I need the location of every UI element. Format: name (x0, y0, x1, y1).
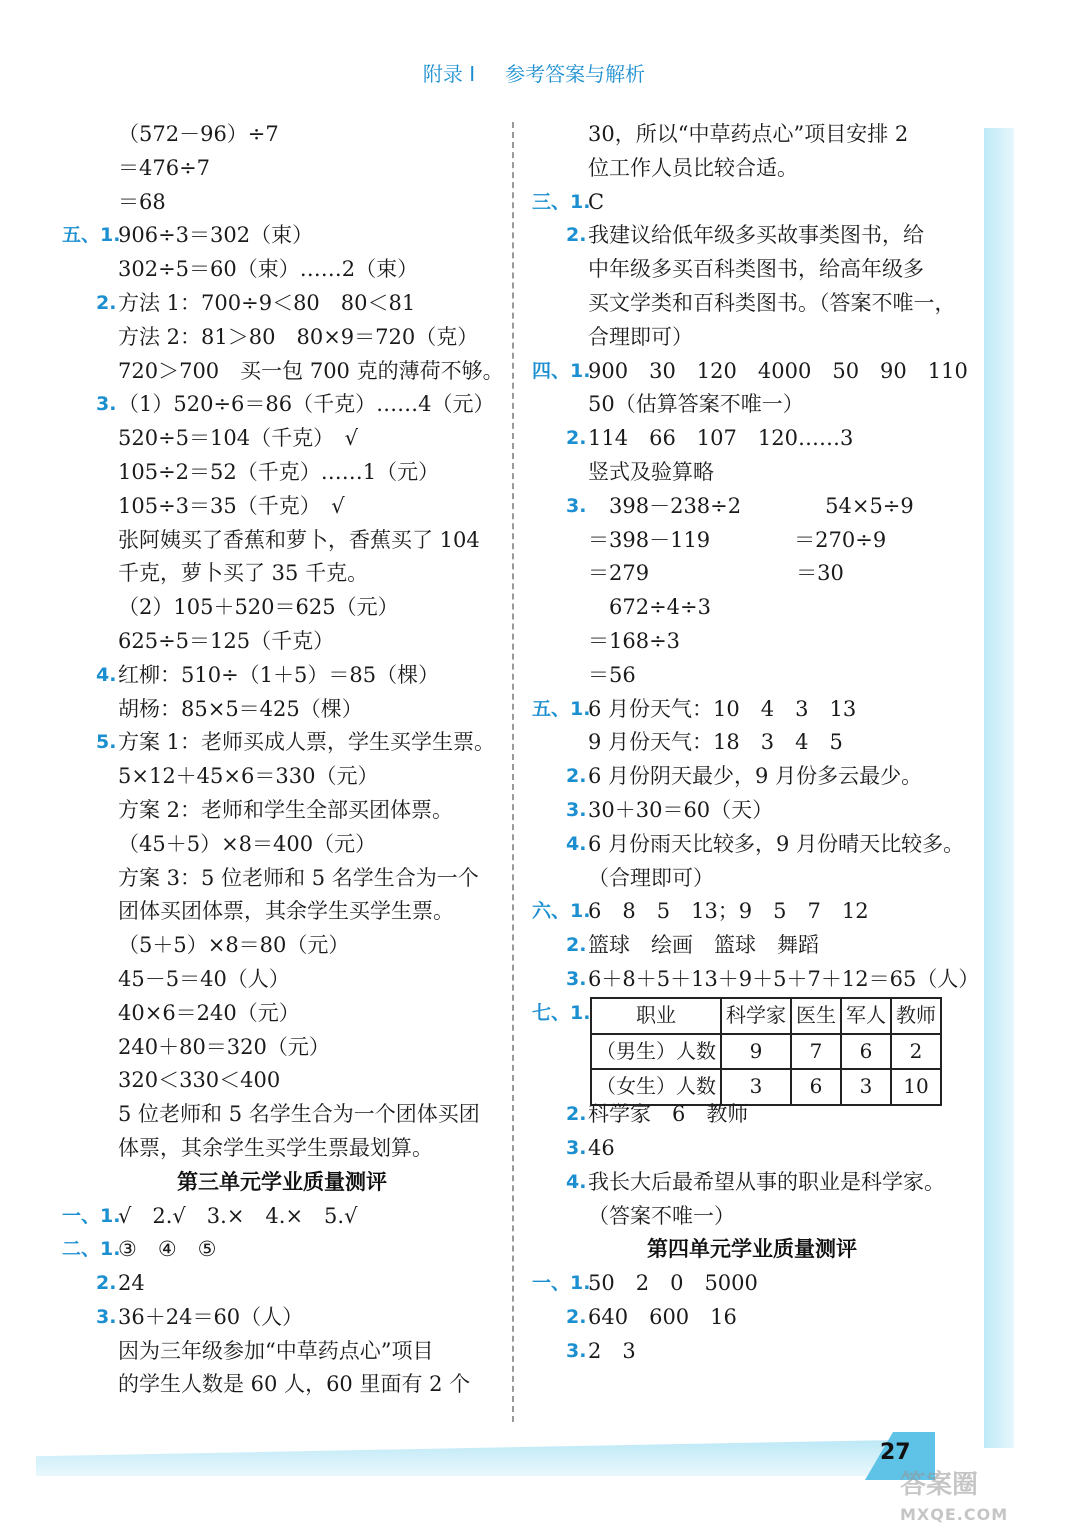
answer-line (532, 355, 972, 389)
table-cell: 7 (791, 1034, 841, 1070)
answer-text: 30，所以“中草药点心”项目安排 2 (588, 122, 909, 146)
answer-line (532, 524, 972, 558)
answer-line (532, 1301, 972, 1335)
answer-text: 中年级多买百科类图书，给高年级多 (588, 257, 924, 282)
answer-line (532, 963, 980, 997)
answer-line (532, 287, 972, 321)
answer-text: ＝476÷7 (118, 155, 211, 180)
answer-line (532, 321, 972, 355)
answer-text: 640 600 16 (588, 1304, 737, 1329)
question-number: 一、1. (532, 1272, 591, 1295)
answer-line (62, 591, 502, 625)
answer-line (532, 490, 972, 524)
table-cell: 9 (721, 1034, 791, 1070)
answer-text: 906÷3＝302（束） (118, 223, 314, 248)
answer-text: 240＋80＝320（元） (118, 1034, 330, 1059)
answer-line (62, 997, 502, 1031)
question-number: 4. (96, 663, 117, 686)
answer-text: ＝56 (588, 662, 636, 687)
answer-text: （2）105＋520＝625（元） (118, 595, 399, 620)
answer-text: 105÷3＝35（千克） √ (118, 493, 345, 518)
answer-text: 30＋30＝60（天） (588, 797, 774, 822)
answer-line (532, 1267, 972, 1301)
answer-text: （合理即可） (588, 865, 714, 890)
answer-line (62, 1031, 502, 1065)
table-cell: 6 (841, 1034, 891, 1070)
table-header-cell: 医生 (791, 998, 841, 1034)
answer-line (62, 388, 502, 422)
answer-text: 5×12＋45×6＝330（元） (118, 764, 379, 789)
answer-line (532, 118, 972, 152)
answer-text: 的学生人数是 60 人，60 里面有 2 个 (118, 1372, 471, 1397)
question-number: 5. (96, 731, 117, 754)
answer-text: 114 66 107 120……3 (588, 426, 854, 451)
answer-line (532, 794, 972, 828)
answer-text: 105÷2＝52（千克）……1（元） (118, 459, 440, 484)
question-number: 四、1. (532, 359, 591, 382)
answer-line (62, 693, 502, 727)
answer-line (532, 895, 972, 929)
answer-text: 672÷4÷3 (588, 595, 711, 620)
answer-line (62, 1301, 502, 1335)
answer-text: 520÷5＝104（千克） √ (118, 426, 359, 451)
answer-text: 方法 2：81＞80 80×9＝720（克） (118, 324, 479, 349)
answer-line (62, 422, 502, 456)
answer-line (62, 1267, 502, 1301)
question-number: 3. (566, 1136, 587, 1159)
answer-line (532, 862, 972, 896)
answer-text: 体票，其余学生买学生票最划算。 (118, 1135, 433, 1160)
answer-line (532, 152, 972, 186)
answer-line (62, 1132, 502, 1166)
watermark-text: 答案圈 (900, 1470, 979, 1500)
answer-line (62, 524, 502, 558)
question-number: 2. (96, 291, 117, 314)
question-number: 五、1. (62, 224, 121, 247)
question-number: 2. (566, 1103, 587, 1126)
question-number: 3. (566, 494, 587, 517)
section-heading: 第四单元学业质量测评 (647, 1237, 857, 1262)
answer-line (62, 1368, 502, 1402)
answer-text: 科学家 6 教师 (588, 1102, 749, 1127)
page-header (0, 58, 1068, 87)
answer-line (532, 388, 972, 422)
answer-line (532, 1200, 972, 1234)
question-number: 3. (96, 393, 117, 416)
question-number: 2. (566, 765, 587, 788)
answer-text: 50 2 0 5000 (588, 1271, 758, 1296)
answer-text: 6 8 5 13；9 5 7 12 (588, 899, 869, 924)
answer-text: 36＋24＝60（人） (118, 1304, 304, 1329)
column-divider (512, 122, 514, 1422)
answer-line (532, 591, 972, 625)
table-cell: 2 (891, 1034, 941, 1070)
watermark-url: MXQE.COM (900, 1505, 1009, 1524)
answer-line (532, 1098, 972, 1132)
answer-line (62, 625, 502, 659)
question-number: 五、1. (532, 697, 591, 720)
answer-text: 720＞700 买一包 700 克的薄荷不够。 (118, 358, 504, 383)
answer-text: 320＜330＜400 (118, 1068, 281, 1093)
right-column (532, 118, 980, 1368)
page-number: 27 (880, 1440, 911, 1465)
answer-text: 千克，萝卜买了 35 千克。 (118, 561, 369, 586)
left-column (62, 118, 502, 1402)
question-number: 二、1. (62, 1238, 121, 1261)
question-number: 3. (566, 967, 587, 990)
answer-line (62, 1335, 502, 1369)
table-cell: （男生）人数 (591, 1034, 721, 1070)
answer-line (62, 1064, 502, 1098)
answer-text: 位工作人员比较合适。 (588, 155, 798, 180)
answer-text: 红柳：510÷（1＋5）＝85（棵） (118, 662, 440, 687)
answer-line (532, 422, 972, 456)
question-number: 2. (566, 427, 587, 450)
answer-text: ＝398－119 ＝270÷9 (588, 527, 887, 552)
answer-text: C (588, 189, 605, 214)
table-cell: 10 (891, 1069, 941, 1105)
answer-text: 6＋8＋5＋13＋9＋5＋7＋12＝65（人） (588, 966, 980, 991)
answer-text: 24 (118, 1271, 145, 1296)
answer-line (62, 456, 502, 490)
answer-text: （572－96）÷7 (118, 122, 279, 146)
answer-line (62, 828, 502, 862)
answer-text: 因为三年级参加“中草药点心”项目 (118, 1338, 434, 1363)
answer-line (62, 118, 502, 152)
table-cell: 3 (841, 1069, 891, 1105)
table-header-row (591, 998, 941, 1034)
answer-line (62, 929, 502, 963)
answer-line (532, 1335, 972, 1369)
answer-text: 2 3 (588, 1338, 636, 1363)
answer-text: （答案不唯一） (588, 1203, 735, 1228)
answer-line (532, 760, 972, 794)
right-decor-band (984, 128, 1014, 1448)
answer-text: ＝168÷3 (588, 628, 681, 653)
answer-text: 团体买团体票，其余学生买学生票。 (118, 899, 454, 924)
header-title: 参考答案与解析 (505, 62, 646, 86)
table-header-cell: 科学家 (721, 998, 791, 1034)
answer-text: 6 月份阴天最少，9 月份多云最少。 (588, 764, 923, 789)
answer-text: （1）520÷6＝86（千克）……4（元） (118, 392, 495, 417)
answer-text: √ 2.√ 3.× 4.× 5.√ (118, 1203, 358, 1228)
answer-text: 302÷5＝60（束）……2（束） (118, 257, 419, 282)
question-number: 3. (566, 798, 587, 821)
answer-line (62, 794, 502, 828)
answer-text: 方案 2：老师和学生全部买团体票。 (118, 797, 454, 822)
watermark-logo (900, 1470, 1008, 1530)
table-cell: 3 (721, 1069, 791, 1105)
answer-text: 6 月份天气：10 4 3 13 (588, 696, 857, 721)
answer-text: 900 30 120 4000 50 90 110 (588, 358, 968, 383)
table-cell: （女生）人数 (591, 1069, 721, 1105)
answer-text: 我长大后最希望从事的职业是科学家。 (588, 1169, 945, 1194)
question-number: 2. (566, 224, 587, 247)
answer-line (532, 726, 972, 760)
answer-line (532, 253, 972, 287)
answer-line (532, 1132, 972, 1166)
answer-line (532, 456, 972, 490)
answer-text: 张阿姨买了香蕉和萝卜，香蕉买了 104 (118, 527, 480, 552)
answer-line (62, 659, 502, 693)
question-number: 3. (566, 1339, 587, 1362)
answer-line (62, 355, 502, 389)
answer-text: 方法 1：700÷9＜80 80＜81 (118, 290, 416, 315)
answer-line (62, 186, 502, 220)
answer-text: 合理即可） (588, 324, 693, 349)
answer-line (532, 219, 972, 253)
answer-text: 篮球 绘画 篮球 舞蹈 (588, 933, 819, 958)
question-number: 2. (566, 934, 587, 957)
answer-line (532, 1166, 972, 1200)
answer-text: （5＋5）×8＝80（元） (118, 933, 350, 958)
section-heading: 第三单元学业质量测评 (177, 1169, 387, 1194)
answer-text: 45－5＝40（人） (118, 966, 290, 991)
answer-text: 买文学类和百科类图书。（答案不唯一， (588, 290, 956, 315)
answer-line (62, 895, 502, 929)
answer-line (532, 659, 972, 693)
answer-line (62, 557, 502, 591)
answer-text: 46 (588, 1135, 615, 1160)
answer-line (62, 321, 502, 355)
appendix-label: 附录 I (422, 62, 476, 86)
answer-line (532, 997, 972, 1099)
answer-line (62, 490, 502, 524)
answer-text: 胡杨：85×5＝425（棵） (118, 696, 363, 721)
answer-text: 625÷5＝125（千克） (118, 628, 335, 653)
answer-line (62, 1098, 502, 1132)
answer-line (532, 557, 972, 591)
answer-line (532, 929, 972, 963)
question-number: 三、1. (532, 190, 591, 213)
table-spacer (532, 1031, 972, 1065)
answer-text: 竖式及验算略 (588, 459, 714, 484)
answer-line (532, 186, 972, 220)
question-number: 六、1. (532, 900, 591, 923)
answer-text: 40×6＝240（元） (118, 1000, 300, 1025)
answer-line (62, 152, 502, 186)
question-number: 3. (96, 1305, 117, 1328)
answer-line (62, 1233, 502, 1267)
question-number: 七、1. (532, 1001, 591, 1024)
answer-text: 5 位老师和 5 名学生合为一个团体买团 (118, 1102, 480, 1127)
answer-line (532, 625, 972, 659)
answer-text: 6 月份雨天比较多，9 月份晴天比较多。 (588, 831, 965, 856)
table-spacer (532, 1064, 972, 1098)
answer-line (62, 253, 502, 287)
answer-text: 方案 3：5 位老师和 5 名学生合为一个 (118, 865, 479, 890)
answer-text: 9 月份天气：18 3 4 5 (588, 730, 843, 755)
question-number: 4. (566, 1170, 587, 1193)
answer-text: 50（估算答案不唯一） (588, 392, 804, 417)
answer-line (62, 1200, 502, 1234)
question-number: 4. (566, 832, 587, 855)
question-number: 一、1. (62, 1204, 121, 1227)
answer-text: ③ ④ ⑤ (118, 1237, 217, 1262)
bottom-decor-band (36, 1440, 896, 1476)
answer-text: ＝68 (118, 189, 166, 214)
table-header-cell: 教师 (891, 998, 941, 1034)
question-number: 2. (96, 1272, 117, 1295)
table-header-cell: 职业 (591, 998, 721, 1034)
answer-line (62, 726, 502, 760)
answer-line (532, 828, 972, 862)
question-number: 2. (566, 1305, 587, 1328)
answer-text: 方案 1：老师买成人票，学生买学生票。 (118, 730, 496, 755)
answer-line (62, 287, 502, 321)
answer-line (62, 760, 502, 794)
answer-text: ＝279 ＝30 (588, 561, 844, 586)
answer-line (532, 693, 972, 727)
answer-line (62, 862, 502, 896)
answer-text: （45＋5）×8＝400（元） (118, 831, 377, 856)
answer-text: 398－238÷2 54×5÷9 (588, 493, 914, 518)
answer-line (62, 963, 502, 997)
answer-text: 我建议给低年级多买故事类图书，给 (588, 223, 924, 248)
table-cell: 6 (791, 1069, 841, 1105)
answer-line (62, 219, 502, 253)
table-header-cell: 军人 (841, 998, 891, 1034)
